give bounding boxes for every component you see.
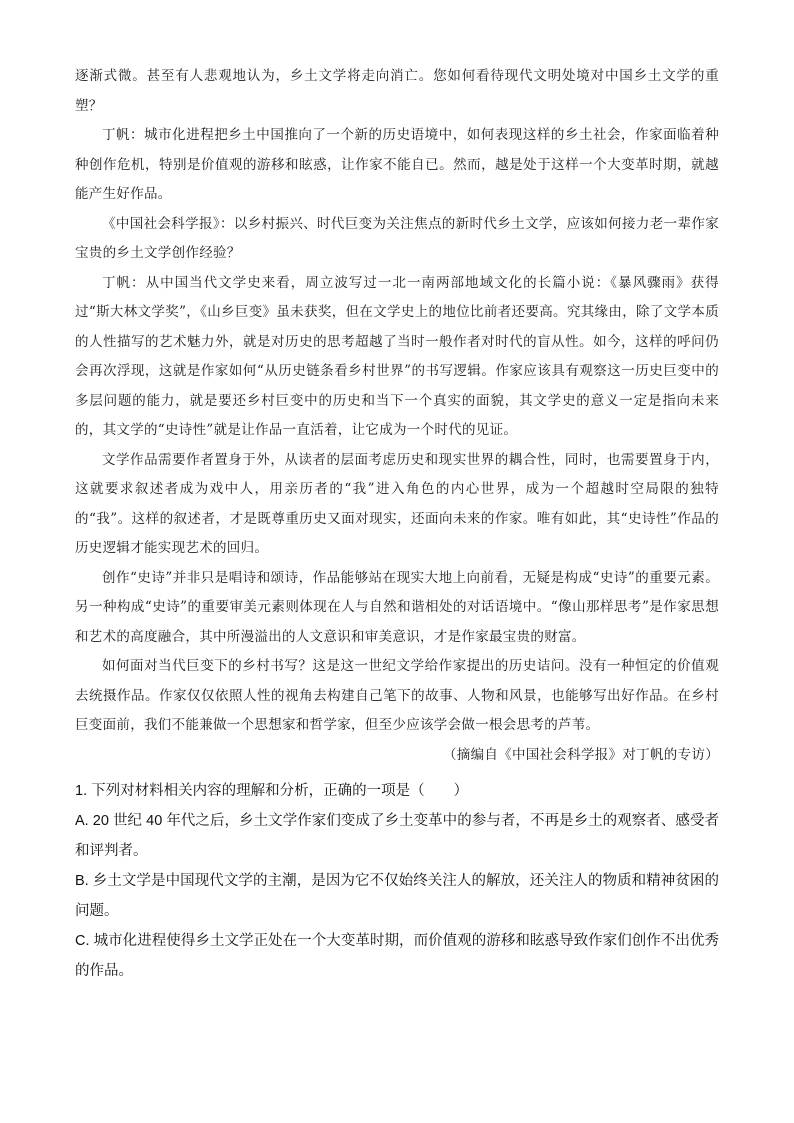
paragraph-ding-fan-answer-2: 丁帆：从中国当代文学史来看，周立波写过一北一南两部地域文化的长篇小说：《暴风骤雨》获得过“斯大林文学奖”，《山乡巨变》虽未获奖，但在文学史上的地位比前者还要高。究其缘由，除了文学本质的人性描写的艺术魅力外，就是对历史的思考超越了当时一般作者对时代的盲从性。如今，这样的呼问仍会再次浮现，这就是作家如何“从历史链条看乡村世界”的书写逻辑。作家应该具有观察这一历史巨变中的多层问题的能力，就是要还乡村巨变中的历史和当下一个真实的面貌，其文学史的意义一定是指向未来的，其文学的“史诗性”就是让作品一直活着，让它成为一个时代的见证。 bbox=[75, 274, 719, 438]
paragraph-continuation: 逐渐式微。甚至有人悲观地认为，乡土文学将走向消亡。您如何看待现代文明处境对中国乡土文学的重塑？ bbox=[75, 68, 719, 114]
paragraph-ding-fan-answer-1: 丁帆：城市化进程把乡土中国推向了一个新的历史语境中，如何表现这样的乡土社会，作家面临着种种创作危机，特别是价值观的游移和眩惑，让作家不能自已。然而，越是处于这样一个大变革时期，就越能产生好作品。 bbox=[75, 127, 719, 202]
option-c: C. 城市化进程使得乡土文学正处在一个大变革时期，而价值观的游移和眩惑导致作家们创作不出优秀的作品。 bbox=[75, 933, 719, 979]
question-section bbox=[75, 776, 719, 986]
option-a: A. 20 世纪 40 年代之后，乡土文学作家们变成了乡土变革中的参与者，不再是乡土的观察者、感受者和评判者。 bbox=[75, 813, 719, 859]
option-b: B. 乡土文学是中国现代文学的主潮，是因为它不仅始终关注人的解放，还关注人的物质和精神贫困的问题。 bbox=[75, 873, 719, 919]
paragraph-rural-writing: 如何面对当代巨变下的乡村书写？这是这一世纪文学给作家提出的历史诘问。没有一种恒定的价值观去统摄作品。作家仅仅依照人性的视角去构建自己笔下的故事、人物和风景，也能够写出好作品。在乡村巨变面前，我们不能兼做一个思想家和哲学家，但至少应该学会做一根会思考的芦苇。 bbox=[75, 658, 719, 733]
page-content bbox=[75, 62, 719, 986]
source-citation: （摘编自《中国社会科学报》对丁帆的专访） bbox=[443, 746, 719, 763]
paragraph-epic: 创作“史诗”并非只是唱诗和颂诗，作品能够站在现实大地上向前看，无疑是构成“史诗”的重要元素。另一种构成“史诗”的重要审美元素则体现在人与自然和谐相处的对话语境中。“像山那样思考”是作家思想和艺术的高度融合，其中所漫溢出的人文意识和审美意识，才是作家最宝贵的财富。 bbox=[75, 569, 719, 645]
article bbox=[75, 62, 719, 770]
paragraph-interview-question: 《中国社会科学报》：以乡村振兴、时代巨变为关注焦点的新时代乡土文学，应该如何接力老一辈作家宝贵的乡土文学创作经验？ bbox=[75, 215, 719, 261]
question-1-stem: 1. 下列对材料相关内容的理解和分析，正确的一项是（ ） bbox=[75, 783, 469, 799]
paragraph-narrator: 文学作品需要作者置身于外，从读者的层面考虑历史和现实世界的耦合性，同时，也需要置身于内，这就要求叙述者成为戏中人，用亲历者的“我”进入角色的内心世界，成为一个超越时空局限的独特的“我”。这样的叙述者，才是既尊重历史又面对现实，还面向未来的作家。唯有如此，其“史诗性”作品的历史逻辑才能实现艺术的回归。 bbox=[75, 451, 719, 556]
